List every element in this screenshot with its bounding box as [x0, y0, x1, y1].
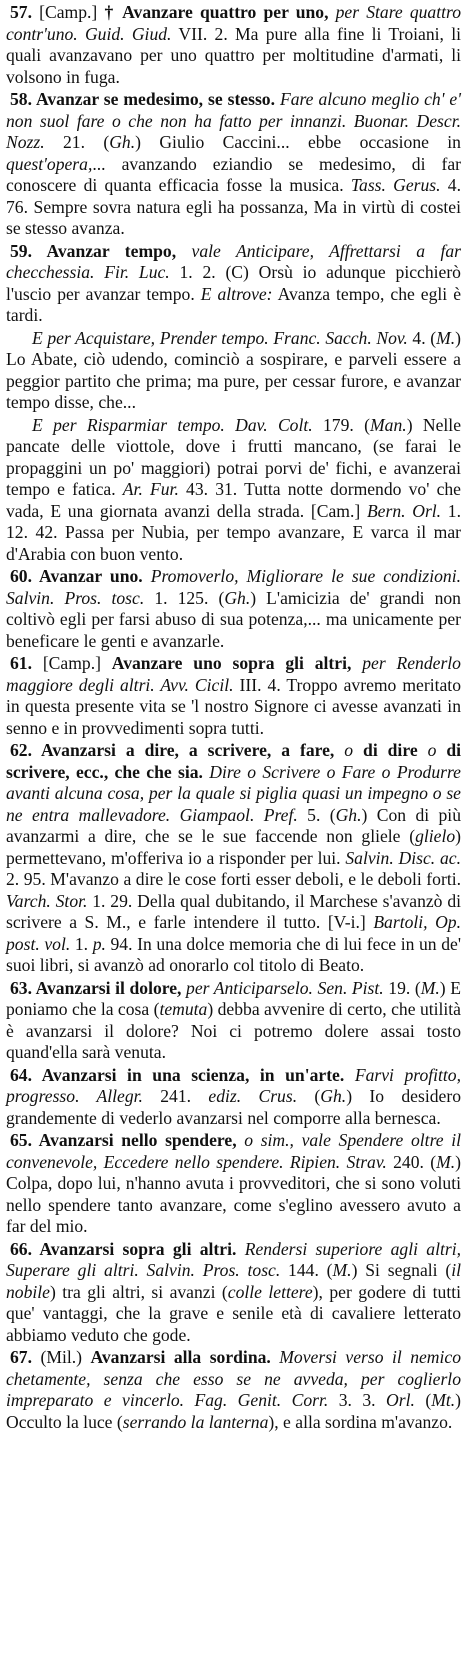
- entry-number: 67.: [10, 1347, 32, 1367]
- entry-number: 66.: [10, 1238, 32, 1259]
- body-text: (: [297, 1086, 321, 1106]
- headword: Avanzarsi a dire, a scrivere, a fare,: [32, 740, 335, 760]
- italic-text: E per Risparmiar tempo. Dav. Colt.: [32, 414, 313, 435]
- italic-text: vale Anticipare, Affrettarsi a far checchessia. Fir. Luc.: [6, 240, 461, 282]
- body-text: 1. 2. (C) Orsù io adunque picchierò l'uscio per avanzar tempo.: [6, 262, 461, 304]
- entry-number: 61.: [10, 653, 32, 673]
- italic-text: M.: [332, 1260, 352, 1280]
- headword: di dire: [353, 740, 418, 760]
- headword: Avanzarsi in una scienza, in un'arte.: [32, 1064, 345, 1085]
- entry-number: 58.: [10, 89, 32, 109]
- headword: † Avanzare quattro per uno,: [104, 2, 329, 22]
- body-text: 1.: [70, 933, 93, 954]
- body-text: [Camp.]: [32, 2, 105, 22]
- body-text: 1. 29. Della qual dubitando, il Marchese s'avanzò di scrivere a S. M., e farle intendere il tutto. [V-i.]: [6, 890, 462, 932]
- dictionary-entry: [6, 978, 461, 1064]
- body-text: ) Con di più avanzarmi a dire, che se le sue faccende non gliele (: [6, 804, 461, 846]
- italic-text: Fare alcuno meglio ch' e' non suol fare o che non ha fatto per innanzi. Buonar. Descr. Nozz.: [6, 89, 461, 152]
- body-text: 94. In una dolce memoria che di lui fece in un de' suoi libri, si avanzò ad onorarlo col titolo di Beato.: [6, 933, 461, 975]
- headword: Avanzarsi il dolore,: [32, 977, 182, 998]
- italic-text: serrando la lanterna: [122, 1411, 269, 1432]
- dictionary-entry: [6, 1065, 461, 1130]
- italic-text: M.: [436, 327, 456, 348]
- dictionary-entry: [6, 740, 461, 977]
- entry-number: 59.: [10, 240, 32, 261]
- body-text: III. 4. Troppo avremo meritato in questa presente vita se 'l nostro Signore ci avesse avanzati in senno e in provvedimenti sopra tutti.: [6, 674, 461, 738]
- italic-text: Ar. Fur.: [122, 479, 179, 499]
- body-text: 1. 12. 42. Passa per Nubia, per tempo avanzare, E varca il mar d'Arabia con buon vento.: [6, 500, 461, 564]
- italic-text: per Anticiparselo. Sen. Pist.: [181, 977, 384, 998]
- body-text: (Mil.): [32, 1347, 91, 1367]
- body-text: 2. 95. M'avanzo a dire le cose forti esser deboli, e le deboli forti.: [6, 869, 461, 889]
- italic-text: per Renderlo maggiore degli altri. Avv. Cicil.: [6, 653, 461, 695]
- entry-number: 62.: [10, 740, 32, 760]
- headword: Avanzare uno sopra gli altri,: [111, 653, 352, 673]
- dictionary-entry: [6, 241, 461, 327]
- entry-number: 63.: [10, 977, 32, 998]
- body-text: [Camp.]: [32, 653, 112, 673]
- body-text: (: [414, 1390, 432, 1410]
- italic-text: M.: [436, 1151, 456, 1172]
- body-text: 43. 31. Tutta notte dormendo vo' che vada, E una giornata avanzi della strada. [Cam.]: [6, 479, 461, 521]
- italic-text: glielo: [415, 826, 456, 846]
- headword: Avanzar uno.: [32, 566, 143, 586]
- headword: Avanzar se medesimo, se stesso.: [32, 89, 275, 109]
- italic-text: Gh.: [109, 132, 136, 152]
- italic-text: quest'opera,: [6, 153, 93, 174]
- body-text: 4. (: [407, 327, 437, 348]
- italic-text: Gh.: [224, 587, 251, 608]
- italic-text: Promoverlo, Migliorare le sue condizioni. Salvin. Pros. tosc.: [6, 566, 461, 608]
- italic-text: Dire o Scrivere o Fare o Produrre avanti alcuna cosa, per la quale si piglia quasi un impegno o se ne entra mallevadore. Giampaol. Pref.: [6, 761, 461, 825]
- body-text: ) Io desidero grandemente di vederlo avanzarsi nel comporre alla bernesca.: [6, 1086, 461, 1128]
- body-text: ) tra gli altri, si avanzi (: [49, 1281, 228, 1302]
- body-text: 179. (: [312, 414, 371, 435]
- italic-text: temuta: [159, 999, 208, 1019]
- italic-text: Orl.: [386, 1390, 415, 1410]
- body-text: ... avanzando eziandio se medesimo, di far conoscere di quanta efficacia fosse la musica.: [6, 153, 461, 195]
- dictionary-entry: [6, 1130, 461, 1238]
- body-text: ) permettevano, m'offeriva io a risponder per lui.: [6, 826, 461, 868]
- italic-text: M.: [420, 977, 440, 998]
- body-text: ) E poniamo che la cosa (: [6, 977, 461, 1019]
- body-text: ) L'amicizia de' grandi non coltivò egli per farsi abuso di sua potenza,... ma unicamente per beneficare le genti e avanzarle.: [6, 587, 461, 651]
- headword: Avanzarsi alla sordina.: [90, 1347, 271, 1367]
- italic-text: Gh.: [335, 804, 362, 825]
- italic-text: Rendersi superiore agli altri, Superare gli altri. Salvin. Pros. tosc.: [6, 1238, 461, 1280]
- body-text: ) Lo Abate, ciò udendo, cominciò a sospirare, e parveli essere a peggior partito che prima; ma pure, per cessar furore, e avanzar tempo disse, che...: [6, 327, 461, 412]
- italic-text: Salvin. Disc. ac.: [345, 847, 461, 868]
- italic-text: Varch. Stor.: [6, 890, 88, 911]
- headword: di scrivere, ecc., che che sia.: [6, 740, 461, 782]
- body-text: ), e alla sordina m'avanzo.: [268, 1411, 453, 1432]
- italic-text: Mt.: [431, 1390, 456, 1410]
- entry-number: 60.: [10, 566, 32, 586]
- italic-text: Gh.: [320, 1086, 347, 1106]
- sub-entry: [6, 328, 461, 414]
- italic-text: Farvi profitto, progresso. Allegr.: [6, 1064, 461, 1106]
- body-text: VII. 2. Ma pure alla fine li Troiani, li quali avanzavano per uno quattro per moltitudine d'armati, li volsono in fuga.: [6, 23, 461, 87]
- body-text: 240. (: [386, 1151, 437, 1172]
- body-text: ) Occulto la luce (: [6, 1390, 461, 1432]
- italic-text: o: [417, 740, 437, 760]
- italic-text: Bartoli, Op. post. vol.: [6, 912, 461, 954]
- headword: Avanzarsi nello spendere,: [32, 1130, 237, 1150]
- sub-entry: [6, 415, 461, 566]
- italic-text: Moversi verso il nemico chetamente, senza che esso se ne avveda, per coglierlo impreparato e vincerlo. Fag. Genit. Corr.: [6, 1347, 462, 1410]
- dictionary-entry: [6, 653, 461, 739]
- body-text: ) Nelle pancate delle viottole, dove i frutti mancano, (se farai le propaggini un po' maggiori) potrai porvi de' fichi, e avanzerai tempo e fatica.: [6, 414, 462, 499]
- body-text: 241.: [142, 1086, 209, 1106]
- body-text: ) Si segnali (: [351, 1260, 452, 1280]
- body-text: 21. (: [44, 132, 110, 152]
- italic-text: p.: [92, 933, 106, 954]
- italic-text: ediz. Crus.: [208, 1086, 298, 1106]
- italic-text: Man.: [370, 414, 407, 435]
- body-text: ) Giulio Caccini... ebbe occasione in: [135, 132, 461, 152]
- dictionary-entry: [6, 2, 461, 88]
- body-text: 1. 125. (: [144, 587, 225, 608]
- entry-number: 65.: [10, 1130, 32, 1150]
- body-text: ), per godere di tutti que' vantaggi, che la grave e senile età di cavaliere letterato abbiamo veduto che gode.: [6, 1281, 461, 1345]
- dictionary-entry: [6, 1347, 461, 1433]
- body-text: 19. (: [383, 977, 421, 998]
- body-text: 3. 3.: [328, 1390, 387, 1410]
- italic-text: o sim., vale Spendere oltre il convenevole, Eccedere nello spendere. Ripien. Strav.: [6, 1130, 461, 1172]
- italic-text: colle lettere: [227, 1281, 313, 1302]
- body-text: 4. 76. Sempre sovra natura egli ha possanza, Ma in virtù di costei se stesso avanza.: [6, 175, 461, 238]
- entry-number: 64.: [10, 1064, 32, 1085]
- dictionary-entry: [6, 566, 461, 652]
- italic-text: il nobile: [6, 1260, 461, 1302]
- italic-text: o: [334, 740, 354, 760]
- body-text: 5. (: [297, 804, 336, 825]
- italic-text: per Stare quattro contr'uno. Guid. Giud.: [6, 2, 462, 44]
- body-text: ) debba avvenire di certo, che utilità è avanzarsi il dolore? Noi ci potremo dolere assai tosto quand'ella sarà venuta.: [6, 999, 461, 1062]
- italic-text: Bern. Orl.: [366, 500, 442, 521]
- italic-text: E per Acquistare, Prender tempo. Franc. Sacch. Nov.: [32, 327, 408, 348]
- body-text: Avanza tempo, che egli è tardi.: [6, 283, 461, 325]
- italic-text: Tass. Gerus.: [350, 175, 441, 195]
- headword: Avanzar tempo,: [32, 240, 177, 261]
- headword: Avanzarsi sopra gli altri.: [32, 1238, 237, 1259]
- entry-number: 57.: [10, 2, 32, 22]
- italic-text: E altrove:: [200, 283, 273, 304]
- body-text: ) Colpa, dopo lui, n'hanno avuta i provveditori, che si sono voluti nello spendere tanto avanzare, come s'eglino avessero avuto a far del mio.: [6, 1151, 461, 1236]
- dictionary-entry: [6, 89, 461, 240]
- body-text: 144. (: [280, 1260, 333, 1280]
- dictionary-entry: [6, 1239, 461, 1347]
